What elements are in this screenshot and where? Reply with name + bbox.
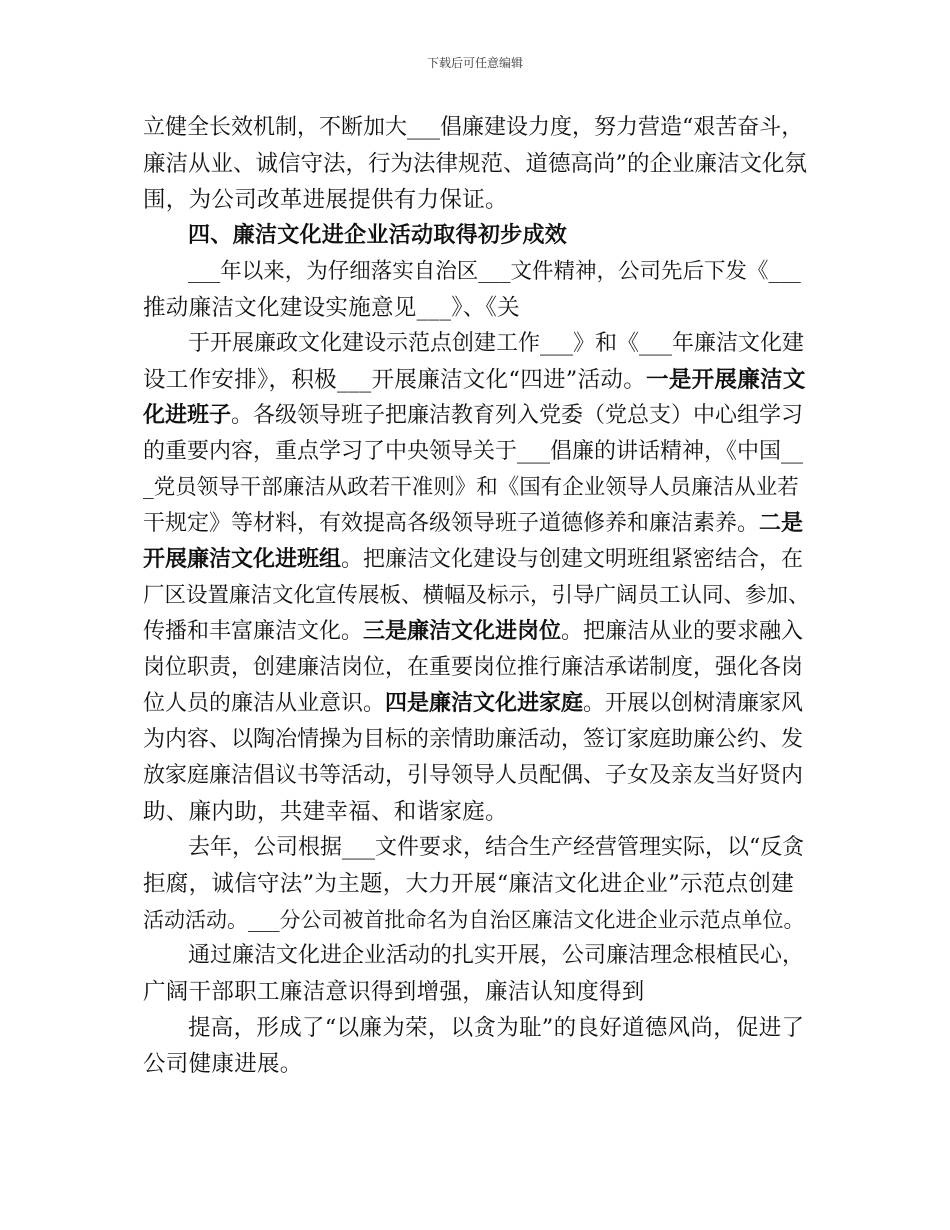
document-body — [143, 110, 811, 1082]
text-run: 广阔干部职工廉洁意识得到增强，廉洁认知度得到 — [143, 979, 645, 1005]
bold-text: 一是开展廉洁文 — [646, 367, 806, 393]
text-run: 通过廉洁文化进企业活动的扎实开展，公司廉洁理念根植民心， — [188, 943, 805, 968]
text-line — [143, 470, 811, 506]
text-line — [143, 362, 811, 398]
text-line — [143, 434, 811, 470]
text-run: 传播和丰富廉洁文化。 — [143, 619, 364, 644]
text-run: 廉洁从业、诚信守法，行为法律规范、道德高尚”的企业廉洁文化氛 — [143, 151, 808, 177]
text-line — [143, 830, 811, 866]
text-line — [143, 578, 811, 614]
text-run: 围，为公司改革进展提供有力保证。 — [143, 187, 508, 213]
bold-text: 开展廉洁文化进班组 — [143, 547, 342, 572]
text-line — [143, 506, 811, 542]
text-run: ___年以来，为仔细落实自治区___文件精神，公司先后下发《___ — [188, 259, 801, 284]
text-run: 提高，形成了“以廉为荣，以贪为耻”的良好道德风尚，促进了 — [188, 1015, 805, 1041]
text-run: 。开展以创树清廉家风 — [583, 691, 804, 716]
text-line — [143, 902, 811, 938]
text-run: _党员领导干部廉洁从政若干准则》和《国有企业领导人员廉洁从业若 — [143, 475, 799, 500]
text-line — [143, 254, 811, 290]
bold-text: 三是廉洁文化进岗位 — [363, 619, 562, 644]
text-line — [143, 722, 811, 758]
text-line — [143, 146, 811, 182]
text-line — [143, 110, 811, 146]
text-run: 立健全长效机制，不断加大___倡廉建设力度，努力营造“艰苦奋斗， — [143, 115, 804, 140]
text-line — [143, 974, 811, 1010]
text-run: 放家庭廉洁倡议书等活动，引导领导人员配偶、子女及亲友当好贤内 — [143, 763, 804, 788]
bold-text: 四、廉洁文化进企业活动取得初步成效 — [188, 223, 568, 248]
text-line — [143, 758, 811, 794]
text-run: 助、廉内助，共建幸福、和谐家庭。 — [143, 799, 508, 825]
text-line — [143, 290, 811, 326]
section-heading — [143, 218, 811, 254]
text-run: 公司健康进展。 — [143, 1051, 303, 1077]
text-line — [143, 686, 811, 722]
text-run: 拒腐，诚信守法”为主题，大力开展“廉洁文化进企业”示范点创建 — [143, 871, 795, 897]
text-run: 。把廉洁文化建设与创建文明班组紧密结合，在 — [341, 547, 804, 572]
text-run: 为内容、以陶冶情操为目标的亲情助廉活动，签订家庭助廉公约、发 — [143, 727, 804, 752]
text-line — [143, 866, 811, 902]
text-run: 。把廉洁从业的要求融入 — [561, 619, 804, 644]
text-line — [143, 542, 811, 578]
text-run: 的重要内容，重点学习了中央领导关于___倡廉的讲话精神，《中国__ — [143, 439, 804, 464]
text-line — [143, 794, 811, 830]
text-line — [143, 182, 811, 218]
bold-text: 四是廉洁文化进家庭 — [385, 691, 584, 716]
text-line — [143, 398, 811, 434]
bold-text: 二是 — [759, 511, 804, 536]
text-line — [143, 326, 811, 362]
text-line — [143, 614, 811, 650]
text-line — [143, 938, 811, 974]
bold-text: 化进班子 — [143, 403, 232, 428]
text-run: 于开展廉政文化建设示范点创建工作___》和《___年廉洁文化建 — [188, 331, 805, 356]
text-run: 岗位职责，创建廉洁岗位，在重要岗位推行廉洁承诺制度，强化各岗 — [143, 655, 804, 680]
text-run: 干规定》等材料，有效提高各级领导班子道德修养和廉洁素养。 — [143, 511, 760, 536]
text-run: 。各级领导班子把廉洁教育列入党委（党总支）中心组学习 — [231, 403, 804, 428]
page-header: 下载后可任意编辑 — [426, 56, 523, 70]
text-line — [143, 1046, 811, 1082]
text-run: 厂区设置廉洁文化宣传展板、横幅及标示，引导广阔员工认同、参加、 — [143, 583, 810, 608]
text-run: 去年，公司根据___文件要求，结合生产经营管理实际，以“反贪 — [188, 835, 805, 860]
text-line — [143, 1010, 811, 1046]
text-run: 推动廉洁文化建设实施意见___》、《关 — [143, 295, 520, 321]
text-line — [143, 650, 811, 686]
text-run: 活动活动。___分公司被首批命名为自治区廉洁文化进企业示范点单位。 — [143, 908, 805, 932]
text-run: 设工作安排》，积极___开展廉洁文化“四进”活动。 — [143, 367, 647, 393]
text-run: 位人员的廉洁从业意识。 — [143, 691, 386, 716]
